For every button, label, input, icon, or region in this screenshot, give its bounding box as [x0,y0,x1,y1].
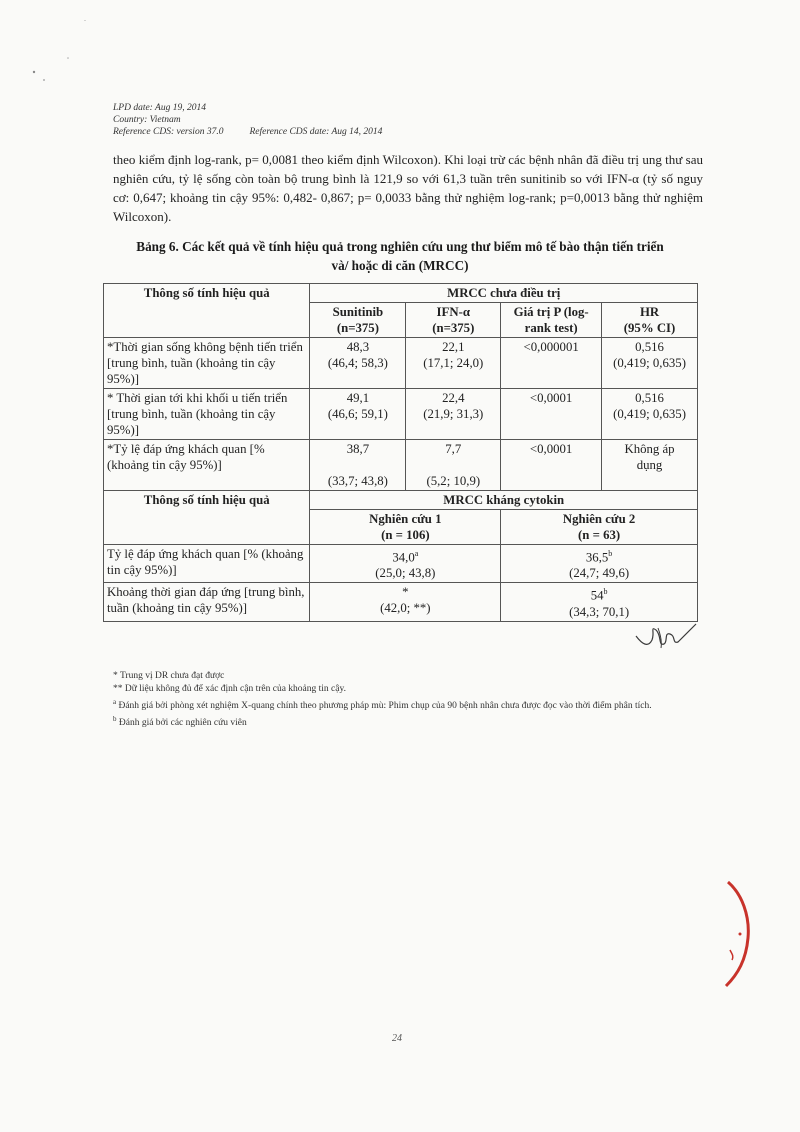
cell-ifn: 22,4 (21,9; 31,3) [406,389,501,440]
table-row [104,583,698,621]
col-header-p-value: Giá trị P (log- rank test) [501,303,602,338]
intro-paragraph: theo kiểm định log-rank, p= 0,0081 theo kiểm định Wilcoxon). Khi loại trừ các bệnh nhân đã điều trị ung thư sau nghiên cứu, tỷ lệ sống còn toàn bộ trung bình là 121,9 so với 61,3 tuần trên sunitinib so với IFN-α (tỷ số nguy cơ: 0,647; khoảng tin cậy 95%: 0,482- 0,867; p= 0,0033 bằng thử nghiệm log-rank; p=0,0013 bằng thử nghiệm Wilcoxon). [113,152,703,224]
cell-sunitinib: 48,3 (46,4; 58,3) [310,338,406,389]
cell-ifn: 7,7 (5,2; 10,9) [406,440,501,491]
table-row [104,338,698,389]
footnote: $^a$ Đánh giá bởi phòng xét nghiệm X-quang chính theo phương pháp mù: Phim chụp của 90 bệnh nhân chưa được đọc vào thời điểm phân tích. [113,698,652,712]
col-header-study-1: Nghiên cứu 1 (n = 106) [310,510,501,545]
row-label: Khoảng thời gian đáp ứng [trung bình, tuần (khoảng tin cậy 95%)] [104,583,310,621]
handwritten-signature [628,614,703,654]
section1-param-header: Thông số tính hiệu quả [104,284,310,338]
section1-group-header: MRCC chưa điều trị [310,284,698,303]
cell-p-value: <0,000001 [501,338,602,389]
cell-study-2: 36,5$^b$ (24,7; 49,6) [501,545,698,583]
row-label: * Thời gian tới khi khối u tiến triển [trung bình, tuần (khoảng tin cậy 95%)] [104,389,310,440]
cell-study-1: * (42,0; **) [310,583,501,621]
table-caption-line-1: Bảng 6. Các kết quả về tính hiệu quả trong nghiên cứu ung thư biểm mô tế bào thận tiến triển [136,239,664,254]
reference-cds-date: Reference CDS date: Aug 14, 2014 [249,127,383,137]
footnote: $^b$ Đánh giá bởi các nghiên cứu viên [113,715,247,729]
lpd-date: LPD date: Aug 19, 2014 [113,103,206,113]
row-label: Tỷ lệ đáp ứng khách quan [% (khoảng tin cậy 95%)] [104,545,310,583]
table-row [104,440,698,491]
row-label: *Thời gian sống không bệnh tiến triển [trung bình, tuần (khoảng tin cậy 95%)] [104,338,310,389]
cell-study-1: 34,0$^a$ (25,0; 43,8) [310,545,501,583]
cell-hr: 0,516 (0,419; 0,635) [602,389,698,440]
footnote: * Trung vị DR chưa đạt được [113,671,225,681]
cell-p-value: <0,0001 [501,440,602,491]
cell-sunitinib: 49,1 (46,6; 59,1) [310,389,406,440]
row-label: *Tỷ lệ đáp ứng khách quan [% (khoảng tin cậy 95%)] [104,440,310,491]
col-header-ifn: IFN-α (n=375) [406,303,501,338]
reference-cds: Reference CDS: version 37.0 [113,127,224,137]
section2-group-header: MRCC kháng cytokin [310,491,698,510]
table-row [104,389,698,440]
col-header-study-2: Nghiên cứu 2 (n = 63) [501,510,698,545]
cell-ifn: 22,1 (17,1; 24,0) [406,338,501,389]
cell-sunitinib: 38,7 (33,7; 43,8) [310,440,406,491]
red-stamp-mark [720,880,760,990]
page-number: 24 [392,1033,402,1044]
table-caption [80,237,720,275]
table-caption-line-2: và/ hoặc di căn (MRCC) [331,258,469,273]
country: Country: Vietnam [113,115,181,125]
reference-cds-line [113,126,382,138]
footnote: ** Dữ liệu không đủ để xác định cận trên của khoảng tin cậy. [113,684,346,694]
table-row [104,545,698,583]
scan-speck-marks [30,20,90,90]
cell-study-2: 54$^b$ (34,3; 70,1) [501,583,698,621]
cell-hr: Không áp dụng [602,440,698,491]
col-header-hr: HR (95% CI) [602,303,698,338]
document-header [113,102,382,138]
cell-hr: 0,516 (0,419; 0,635) [602,338,698,389]
efficacy-results-table [103,283,698,622]
col-header-sunitinib: Sunitinib (n=375) [310,303,406,338]
section2-param-header: Thông số tính hiệu quả [104,491,310,545]
table-footnotes [113,670,713,730]
cell-p-value: <0,0001 [501,389,602,440]
